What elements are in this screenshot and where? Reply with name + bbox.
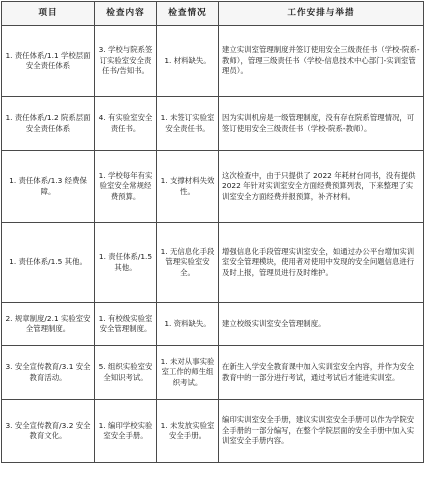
content-cell: 1. 责任体系/1.5 其他。	[95, 223, 157, 303]
status-cell: 1. 未对从事实验室工作的师生组织考试。	[157, 346, 219, 400]
header-row	[2, 2, 424, 26]
table-row	[2, 303, 424, 346]
item-cell: 1. 责任体系/1.3 经费保障。	[2, 151, 95, 223]
header-content: 检查内容	[95, 2, 157, 26]
content-cell: 3. 学校与院系签订实验室安全责任书/告知书。	[95, 26, 157, 97]
content-cell: 5. 组织实验室安全知识考试。	[95, 346, 157, 400]
header-status: 检查情况	[157, 2, 219, 26]
status-cell: 1. 未签订实验室安全责任书。	[157, 97, 219, 151]
item-cell: 3. 安全宣传教育/3.1 安全教育活动。	[2, 346, 95, 400]
status-cell: 1. 支撑材料失效性。	[157, 151, 219, 223]
item-cell: 3. 安全宣传教育/3.2 安全教育文化。	[2, 400, 95, 463]
status-cell: 1. 资料缺失。	[157, 303, 219, 346]
item-cell: 1. 责任体系/1.1 学校层面安全责任体系	[2, 26, 95, 97]
measures-cell: 这次检查中，由于只提供了 2022 年耗材台同书，没有提供 2022 年针对实训室安全方面经费预算列表，下来整理了实训室安全方面经费并报预算，补齐材料。	[219, 151, 424, 223]
item-cell: 1. 责任体系/1.5 其他。	[2, 223, 95, 303]
measures-cell: 编印实训室安全手册，建议实训室安全手册可以作为学院安全手册的一部分编写，在整个学院层面的安全手册中加入实训室安全手册内容。	[219, 400, 424, 463]
item-cell: 1. 责任体系/1.2 院系层面安全责任体系	[2, 97, 95, 151]
status-cell: 1. 未发放实验室安全手册。	[157, 400, 219, 463]
status-cell: 1. 材料缺失。	[157, 26, 219, 97]
table-row	[2, 223, 424, 303]
measures-cell: 建立校级实训室安全管理制度。	[219, 303, 424, 346]
header-measures: 工作安排与举措	[219, 2, 424, 26]
table-row	[2, 151, 424, 223]
measures-cell: 在新生入学安全教育课中加入实训室安全内容，并作为安全教育中的一部分进行考试，通过考试后才能进实训室。	[219, 346, 424, 400]
content-cell: 4. 有实验室安全责任书。	[95, 97, 157, 151]
table-row	[2, 346, 424, 400]
measures-cell: 增强信息化手段管理实训室安全，如通过办公平台增加实训室安全管理模块，使用者对使用中发现的安全问题信息进行及时上报，管理员进行及时维护。	[219, 223, 424, 303]
content-cell: 1. 编印学校实验室安全手册。	[95, 400, 157, 463]
measures-cell: 建立实训室管理制度并签订使用安全三级责任书（学校-院系-教师），管理三级责任书（学校-信息技术中心部门-实训室管理员）。	[219, 26, 424, 97]
table-row	[2, 26, 424, 97]
measures-cell: 因为实训机房是一级管理制度，没有存在院系管理情况，可签订使用安全三级责任书（学校-院系-教师）。	[219, 97, 424, 151]
content-cell: 1. 有校级实验室安全管理制度。	[95, 303, 157, 346]
header-item: 项目	[2, 2, 95, 26]
table-row	[2, 97, 424, 151]
safety-inspection-table	[1, 1, 424, 463]
table-row	[2, 400, 424, 463]
status-cell: 1. 无信息化手段管理实验室安全。	[157, 223, 219, 303]
content-cell: 1. 学校每年有实验室安全常规经费预算。	[95, 151, 157, 223]
item-cell: 2. 规章制度/2.1 实验室安全管理制度。	[2, 303, 95, 346]
